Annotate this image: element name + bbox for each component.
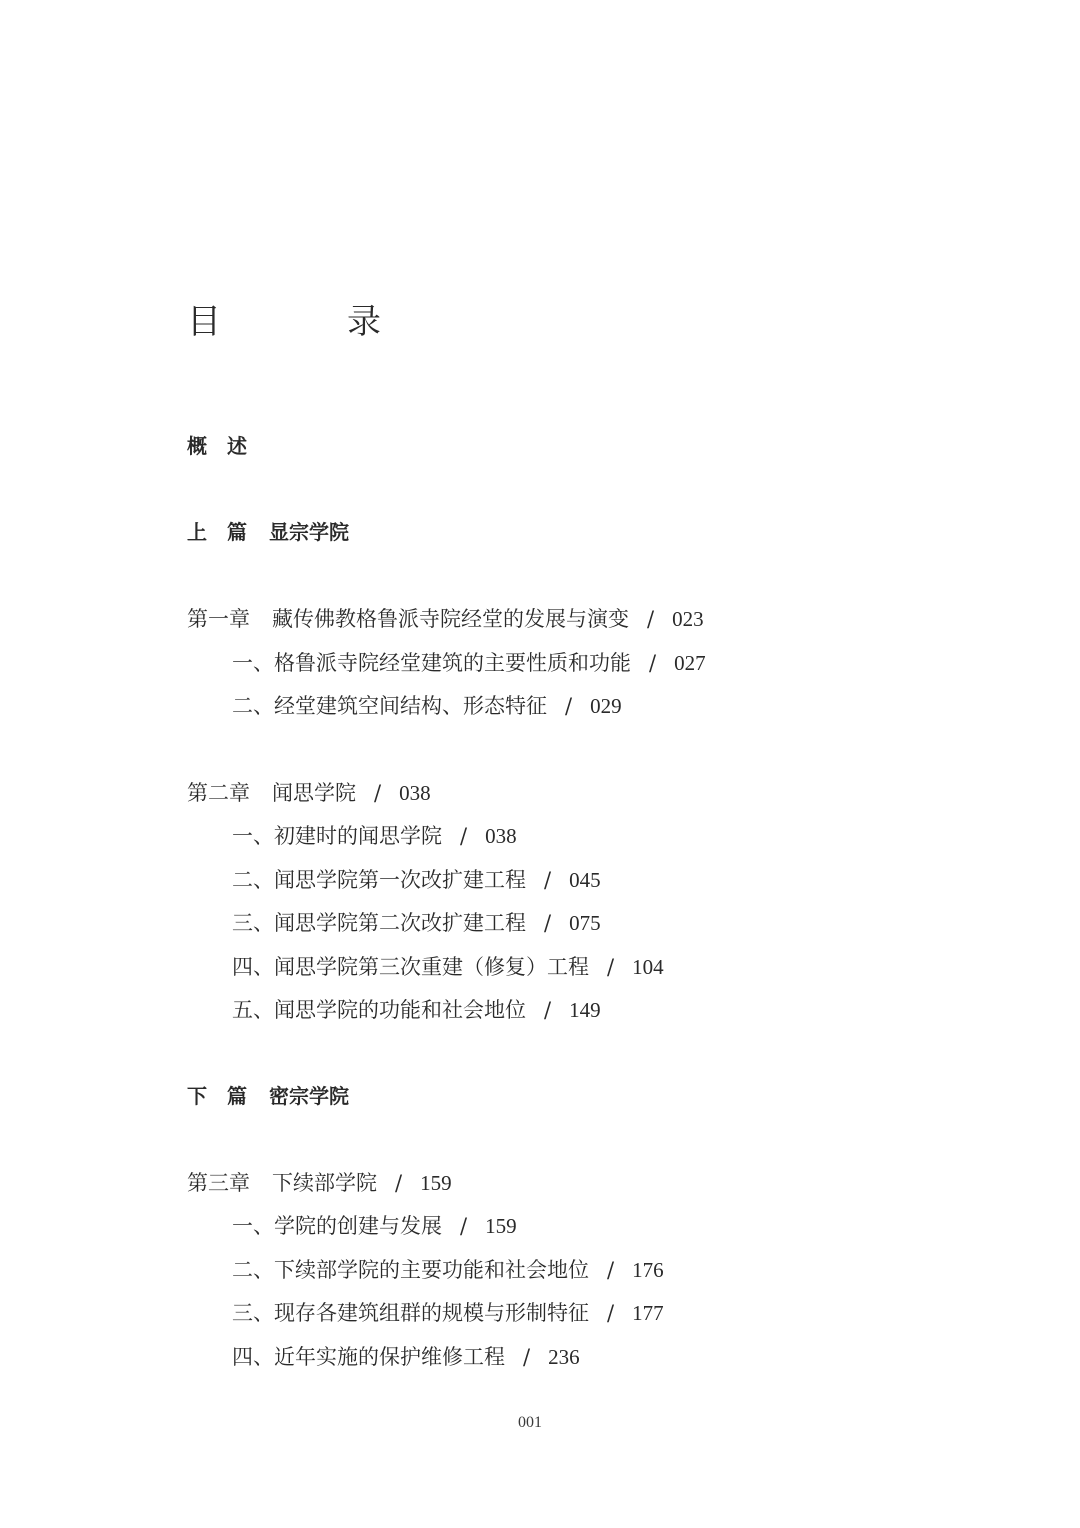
chapter-title: 藏传佛教格鲁派寺院经堂的发展与演变 xyxy=(272,607,629,631)
page-separator: / xyxy=(374,781,382,805)
page-separator: / xyxy=(607,1258,615,1282)
page-number: 177 xyxy=(632,1301,664,1325)
page-separator: / xyxy=(460,1214,468,1238)
section-title: 二、下续部学院的主要功能和社会地位 xyxy=(232,1258,589,1282)
part-title: 密宗学院 xyxy=(269,1084,349,1108)
toc-section xyxy=(232,649,706,677)
page-separator: / xyxy=(395,1171,403,1195)
toc-section xyxy=(232,822,517,850)
section-title: 三、闻思学院第二次改扩建工程 xyxy=(232,911,526,935)
toc-section xyxy=(232,996,601,1024)
page-number: 159 xyxy=(485,1214,517,1238)
page-number: 027 xyxy=(674,651,706,675)
page-separator: / xyxy=(544,911,552,935)
toc-section xyxy=(232,692,622,720)
chapter-title: 下续部学院 xyxy=(272,1171,377,1195)
chapter-label: 第二章 xyxy=(187,781,250,805)
part-title: 显宗学院 xyxy=(269,520,349,544)
section-title: 一、学院的创建与发展 xyxy=(232,1214,442,1238)
toc-chapter-2 xyxy=(187,779,431,807)
section-title: 四、近年实施的保护维修工程 xyxy=(232,1345,505,1369)
page-number: 023 xyxy=(672,607,704,631)
chapter-label: 第一章 xyxy=(187,607,250,631)
page-separator: / xyxy=(544,868,552,892)
section-title: 一、格鲁派寺院经堂建筑的主要性质和功能 xyxy=(232,651,631,675)
page-number: 045 xyxy=(569,868,601,892)
section-title: 五、闻思学院的功能和社会地位 xyxy=(232,998,526,1022)
page-separator: / xyxy=(649,651,657,675)
page-separator: / xyxy=(460,824,468,848)
page-separator: / xyxy=(523,1345,531,1369)
page-number: 104 xyxy=(632,955,664,979)
part-label: 上 篇 xyxy=(187,520,247,544)
overview-heading xyxy=(187,432,247,460)
page-number: 149 xyxy=(569,998,601,1022)
toc-chapter-3 xyxy=(187,1169,452,1197)
toc-chapter-1 xyxy=(187,605,704,633)
page-separator: / xyxy=(607,955,615,979)
toc-section xyxy=(232,1299,664,1327)
toc-section xyxy=(232,1256,664,1284)
section-title: 三、现存各建筑组群的规模与形制特征 xyxy=(232,1301,589,1325)
section-title: 四、闻思学院第三次重建（修复）工程 xyxy=(232,955,589,979)
toc-section xyxy=(232,909,601,937)
page-separator: / xyxy=(565,694,573,718)
part-heading-2 xyxy=(187,1082,349,1110)
part-heading-1 xyxy=(187,518,349,546)
toc-section xyxy=(232,1343,580,1371)
page-separator: / xyxy=(647,607,655,631)
toc-section xyxy=(232,1212,517,1240)
page-number: 038 xyxy=(399,781,431,805)
page-number: 029 xyxy=(590,694,622,718)
page-number: 075 xyxy=(569,911,601,935)
chapter-title: 闻思学院 xyxy=(272,781,356,805)
page-separator: / xyxy=(544,998,552,1022)
page-folio: 001 xyxy=(518,1414,542,1431)
page-number: 159 xyxy=(420,1171,452,1195)
page-separator: / xyxy=(607,1301,615,1325)
page-title: 目 录 xyxy=(187,302,427,342)
section-title: 二、闻思学院第一次改扩建工程 xyxy=(232,868,526,892)
part-label: 下 篇 xyxy=(187,1084,247,1108)
overview-label: 概 述 xyxy=(187,434,247,458)
section-title: 二、经堂建筑空间结构、形态特征 xyxy=(232,694,547,718)
section-title: 一、初建时的闻思学院 xyxy=(232,824,442,848)
chapter-label: 第三章 xyxy=(187,1171,250,1195)
toc-section xyxy=(232,866,601,894)
toc-section xyxy=(232,953,664,981)
page-number: 038 xyxy=(485,824,517,848)
page-number: 176 xyxy=(632,1258,664,1282)
page-number: 236 xyxy=(548,1345,580,1369)
